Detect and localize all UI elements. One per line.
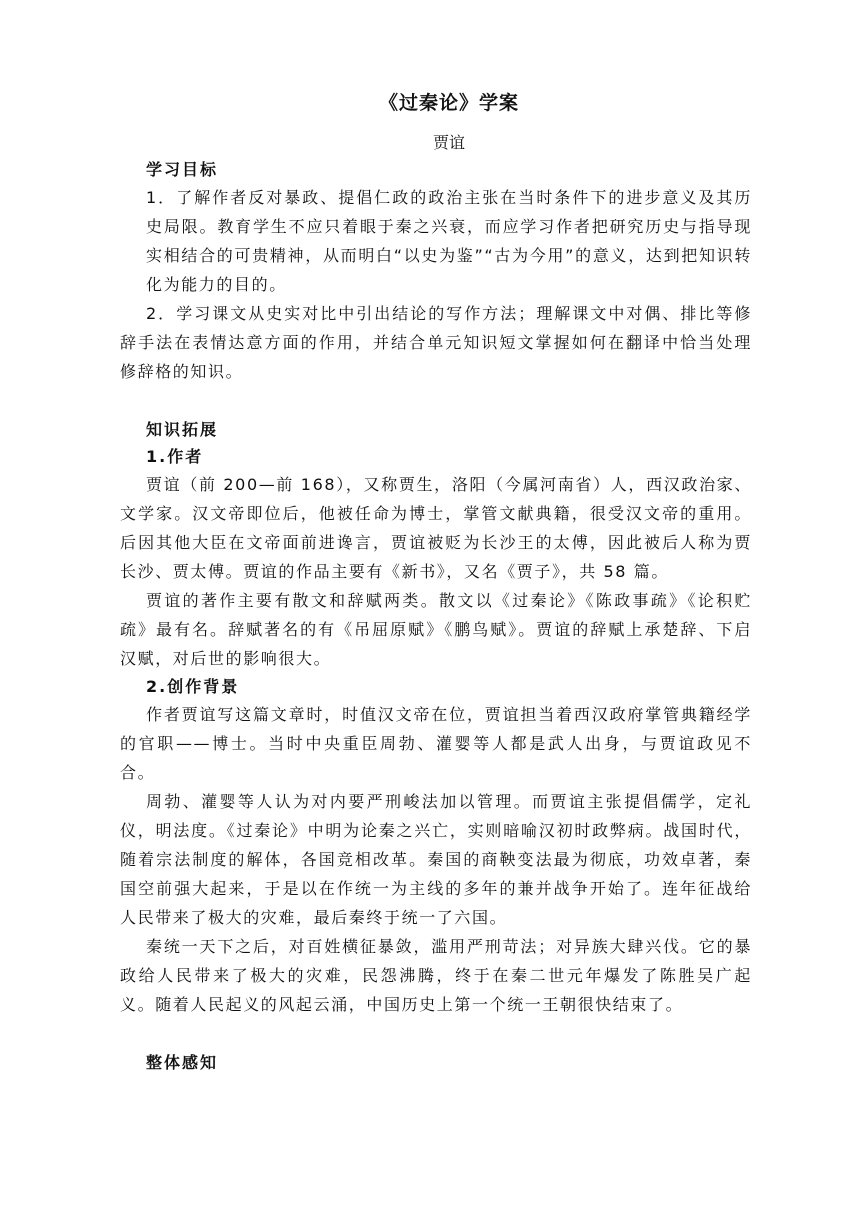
subheading-background: 2.创作背景 <box>146 677 240 696</box>
section-heading-objectives: 学习目标 <box>146 160 219 179</box>
author-paragraph-1: 贾谊（前 200—前 168），又称贾生，洛阳（今属河南省）人，西汉政治家、文学家。汉文帝即位后，他被任命为博士，掌管文献典籍，很受汉文帝的重用。后因其他大臣在文帝面前进谗言，贾谊被贬为长沙王的太傅，因此被后人称为贾长沙、贾太傅。贾谊的作品主要有《新书》，又名《贾子》，共 58 篇。 <box>120 475 752 581</box>
subheading-author: 1.作者 <box>146 447 204 466</box>
document-page <box>120 88 752 1076</box>
section-heading-overview: 整体感知 <box>146 1053 219 1072</box>
document-title: 《过秦论》学案 <box>378 92 519 114</box>
document-author: 贾谊 <box>432 133 465 152</box>
background-paragraph-2: 周勃、灌婴等人认为对内要严刑峻法加以管理。而贾谊主张提倡儒学，定礼仪，明法度。《过秦论》中明为论秦之兴亡，实则暗喻汉初时政弊病。战国时代，随着宗法制度的解体，各国竞相改革。秦国的商鞅变法最为彻底，功效卓著，秦国空前强大起来，于是以在作统一为主线的多年的兼并战争开始了。连年征战给人民带来了极大的灾难，最后秦终于统一了六国。 <box>120 792 752 927</box>
objective-item-1: 1．了解作者反对暴政、提倡仁政的政治主张在当时条件下的进步意义及其历史局限。教育学生不应只着眼于秦之兴衰，而应学习作者把研究历史与指导现实相结合的可贵精神，从而明白“以史为鉴”“古为今用”的意义，达到把知识转化为能力的目的。 <box>146 188 752 294</box>
section-heading-knowledge: 知识拓展 <box>146 420 219 439</box>
objective-item-2: 2．学习课文从史实对比中引出结论的写作方法；理解课文中对偶、排比等修辞手法在表情达意方面的作用，并结合单元知识短文掌握如何在翻译中恰当处理修辞格的知识。 <box>120 304 752 381</box>
background-paragraph-3: 秦统一天下之后，对百姓横征暴敛，滥用严刑苛法；对异族大肆兴伐。它的暴政给人民带来了极大的灾难，民怨沸腾，终于在秦二世元年爆发了陈胜吴广起义。随着人民起义的风起云涌，中国历史上第一个统一王朝很快结束了。 <box>120 937 752 1014</box>
author-paragraph-2: 贾谊的著作主要有散文和辞赋两类。散文以《过秦论》《陈政事疏》《论积贮疏》最有名。辞赋著名的有《吊屈原赋》《鹏鸟赋》。贾谊的辞赋上承楚辞、下启汉赋，对后世的影响很大。 <box>120 591 752 668</box>
background-paragraph-1: 作者贾谊写这篇文章时，时值汉文帝在位，贾谊担当着西汉政府掌管典籍经学的官职——博士。当时中央重臣周勃、灌婴等人都是武人出身，与贾谊政见不合。 <box>120 705 752 782</box>
